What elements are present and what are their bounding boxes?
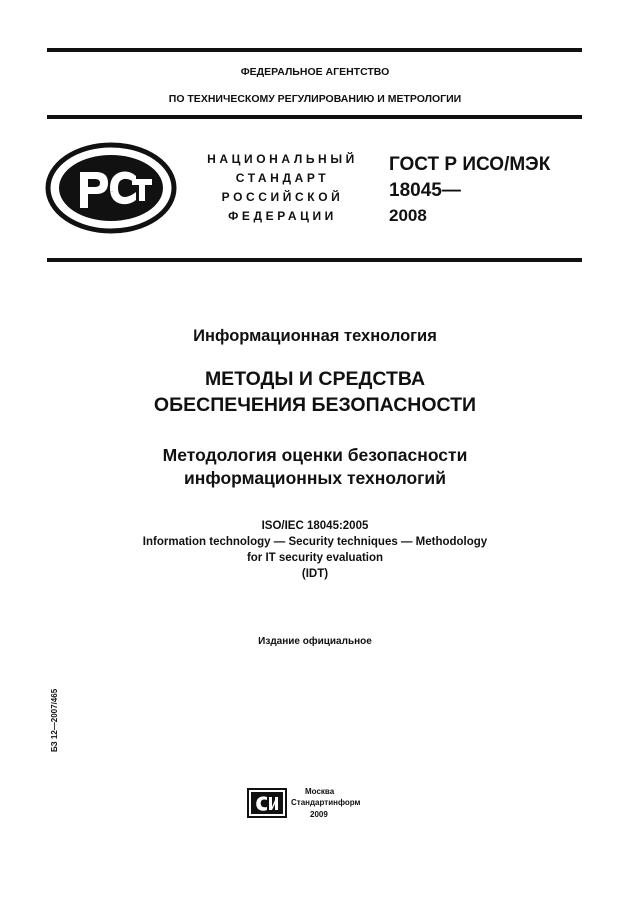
- english-title-line-1: Information technology — Security techniques — Methodology: [142, 536, 488, 548]
- title-subject: Информационная технология: [193, 327, 437, 345]
- standard-year: 2008: [389, 206, 427, 225]
- standard-rule: [47, 258, 582, 262]
- english-title-line-2: for IT security evaluation: [246, 552, 384, 564]
- national-label-line-4: ФЕДЕРАЦИИ: [228, 209, 337, 223]
- seal-text: РСТ: [111, 192, 113, 193]
- main-title-line-1: МЕТОДЫ И СРЕДСТВА: [204, 368, 426, 390]
- standard-designation: ГОСТ Р ИСО/МЭК: [389, 154, 551, 175]
- publisher-name: Стандартинформ: [291, 798, 361, 807]
- national-label-line-3: РОССИЙСКОЙ: [221, 190, 344, 204]
- publisher-logo-text: СИ: [267, 803, 269, 804]
- equivalence-code: (IDT): [301, 568, 329, 580]
- subtitle-line-1: Методология оценки безопасности: [162, 445, 468, 465]
- rst-seal-logo: [44, 142, 178, 234]
- main-title-line-2: ОБЕСПЕЧЕНИЯ БЕЗОПАСНОСТИ: [153, 394, 477, 416]
- national-label-line-1: НАЦИОНАЛЬНЫЙ: [207, 152, 358, 166]
- subtitle-line-2: информационных технологий: [184, 468, 446, 488]
- iso-code: ISO/IEC 18045:2005: [261, 520, 369, 532]
- header-rule: [47, 115, 582, 119]
- side-code: БЗ 12—2007/465: [50, 688, 59, 752]
- agency-line-1: ФЕДЕРАЛЬНОЕ АГЕНТСТВО: [240, 66, 390, 78]
- publisher-city: Москва: [305, 787, 335, 796]
- edition-label: Издание официальное: [258, 636, 372, 647]
- top-rule: [47, 48, 582, 52]
- agency-line-2: ПО ТЕХНИЧЕСКОМУ РЕГУЛИРОВАНИЮ И МЕТРОЛОГИИ: [168, 93, 462, 105]
- publisher-logo: [247, 788, 287, 818]
- national-label-line-2: СТАНДАРТ: [235, 171, 330, 185]
- standard-number: 18045—: [389, 180, 461, 201]
- publisher-year: 2009: [310, 810, 328, 819]
